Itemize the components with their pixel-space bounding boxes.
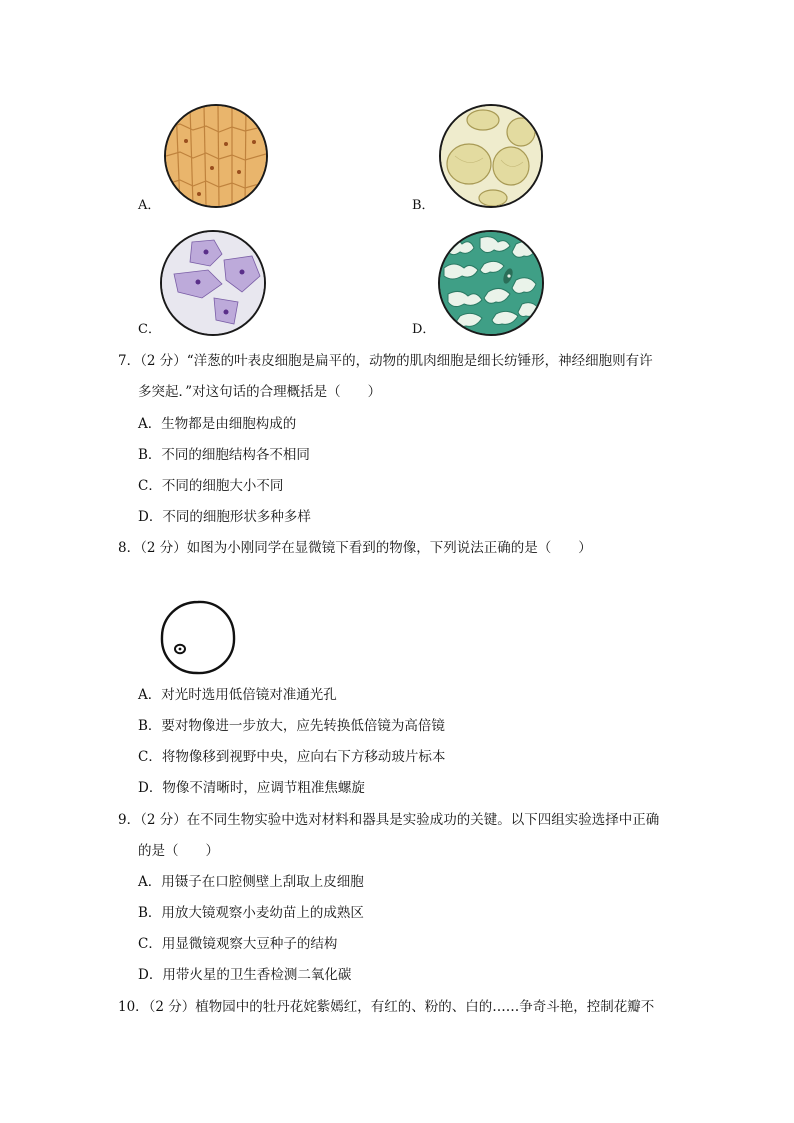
option-d-label: D． (412, 322, 436, 337)
round-cells-image (439, 104, 543, 208)
option-a-label: A． (138, 198, 161, 213)
q8-stem-line1: 8．（2 分）如图为小刚同学在显微镜下看到的物像，下列说法正确的是（ ） (118, 540, 592, 556)
q7-stem-line1: 7．（2 分）“洋葱的叶表皮细胞是扁平的，动物的肌肉细胞是细长纺锤形，神经细胞则有许 (118, 353, 653, 369)
q7-option-b: B．不同的细胞结构各不相同 (138, 447, 310, 463)
q8-option-d: D．物像不清晰时，应调节粗准焦螺旋 (138, 780, 365, 796)
q9-option-a: A．用镊子在口腔侧壁上刮取上皮细胞 (138, 874, 364, 890)
q10-stem-line1: 10．（2 分）植物园中的牡丹花姹紫嫣红，有红的、粉的、白的……争奇斗艳，控制花瓣不 (118, 999, 655, 1015)
microscope-field-figure (156, 596, 240, 680)
onion-epidermis-image (164, 104, 268, 208)
q9-option-d: D．用带火星的卫生香检测二氧化碳 (138, 967, 352, 983)
option-c-label: C． (138, 322, 161, 337)
q9-option-c: C．用显微镜观察大豆种子的结构 (138, 936, 338, 952)
q7-option-c: C．不同的细胞大小不同 (138, 478, 284, 494)
q7-option-d: D．不同的细胞形状多种多样 (138, 509, 311, 525)
leaf-epidermis-image (438, 230, 544, 336)
q8-option-b: B．要对物像进一步放大，应先转换低倍镜为高倍镜 (138, 718, 445, 734)
q8-option-a: A．对光时选用低倍镜对准通光孔 (138, 687, 337, 703)
stained-cheek-cells-image (160, 230, 266, 336)
q8-option-c: C．将物像移到视野中央，应向右下方移动玻片标本 (138, 749, 446, 765)
option-b-label: B． (412, 198, 435, 213)
q7-option-a: A．生物都是由细胞构成的 (138, 416, 297, 432)
q9-stem-line1: 9．（2 分）在不同生物实验中选对材料和器具是实验成功的关键。以下四组实验选择中正确 (118, 812, 660, 828)
q7-stem-line2: 多突起．”对这句话的合理概括是（ ） (138, 384, 382, 400)
q9-stem-line2: 的是（ ） (138, 843, 219, 859)
q9-option-b: B．用放大镜观察小麦幼苗上的成熟区 (138, 905, 364, 921)
